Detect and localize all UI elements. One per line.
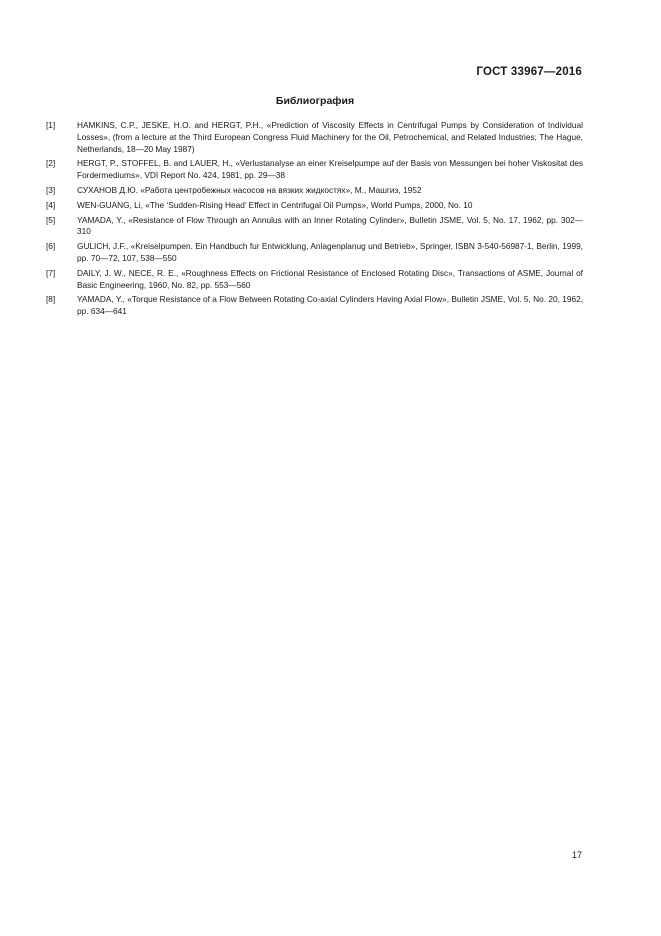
reference-list bbox=[46, 120, 583, 321]
reference-item-6 bbox=[46, 241, 583, 265]
reference-number: [4] bbox=[46, 199, 56, 210]
reference-text: WEN-GUANG, Li, «The ‘Sudden-Rising Head’ Effect in Centrifugal Oil Pumps», World Pumps, 2000, No. 10 bbox=[77, 199, 473, 210]
reference-number: [2] bbox=[46, 158, 56, 169]
reference-item-3 bbox=[46, 185, 583, 197]
reference-number: [3] bbox=[46, 184, 56, 195]
reference-item-1 bbox=[46, 120, 583, 155]
reference-item-8 bbox=[46, 294, 583, 318]
reference-text: YAMADA, Y., «Resistance of Flow Through an Annulus with an Inner Rotating Cylinder», Bulletin JSME, Vol. 5, No. 17, 1962, pp. 302—310 bbox=[77, 214, 583, 237]
reference-number: [1] bbox=[46, 120, 56, 130]
reference-item-7 bbox=[46, 268, 583, 292]
reference-item-5 bbox=[46, 215, 583, 239]
reference-number: [7] bbox=[46, 267, 56, 278]
reference-number: [8] bbox=[46, 294, 56, 305]
document-code: ГОСТ 33967—2016 bbox=[476, 66, 582, 78]
reference-text: СУХАНОВ Д.Ю. «Работа центробежных насосов на вязких жидкостях», М., Машгиз, 1952 bbox=[77, 184, 422, 195]
reference-text: YAMADA, Y., «Torque Resistance of a Flow Between Rotating Co-axial Cylinders Having Axial Flow», Bulletin JSME, Vol. 5, No. 20, 1962, pp. 634—641 bbox=[77, 294, 583, 317]
reference-number: [6] bbox=[46, 241, 56, 252]
reference-text: HERGT, P., STOFFEL, B. and LAUER, H., «Verlustanalyse an einer Kreiselpumpe auf der Basis von Messungen bei hoher Viskositat des Fordermediums», VDI Report No. 424, 1981, pp. 29—38 bbox=[77, 158, 583, 181]
reference-text: DAILY, J. W., NECE, R. E., «Roughness Effects on Frictional Resistance of Enclosed Rotating Disc», Transactions of ASME, Journal of Basic Engineering, 1960, No. 82, pp. 553—560 bbox=[77, 267, 583, 290]
reference-text: HAMKINS, C.P., JESKE, H.O. and HERGT, P.H., «Prediction of Viscosity Effects in Centrifugal Pumps by Consideration of Individual Losses», (from a lecture at the Third European Congress Fluid Machinery for the Oil, Petrochemical, and Related Industries; The Hague, Netherlands, 18—20 May 1987) bbox=[77, 120, 583, 154]
page-number: 17 bbox=[571, 850, 582, 860]
reference-number: [5] bbox=[46, 214, 56, 225]
bibliography-title: Библиография bbox=[275, 95, 355, 107]
reference-text: GULICH, J.F., «Kreiselpumpen. Ein Handbuch fur Entwicklung, Anlagenplanug und Betrieb», Springer, ISBN 3-540-56987-1, Berlin, 1999, pp. 70—72, 107, 538—550 bbox=[77, 241, 583, 263]
reference-item-4 bbox=[46, 200, 583, 212]
reference-item-2 bbox=[46, 158, 583, 182]
